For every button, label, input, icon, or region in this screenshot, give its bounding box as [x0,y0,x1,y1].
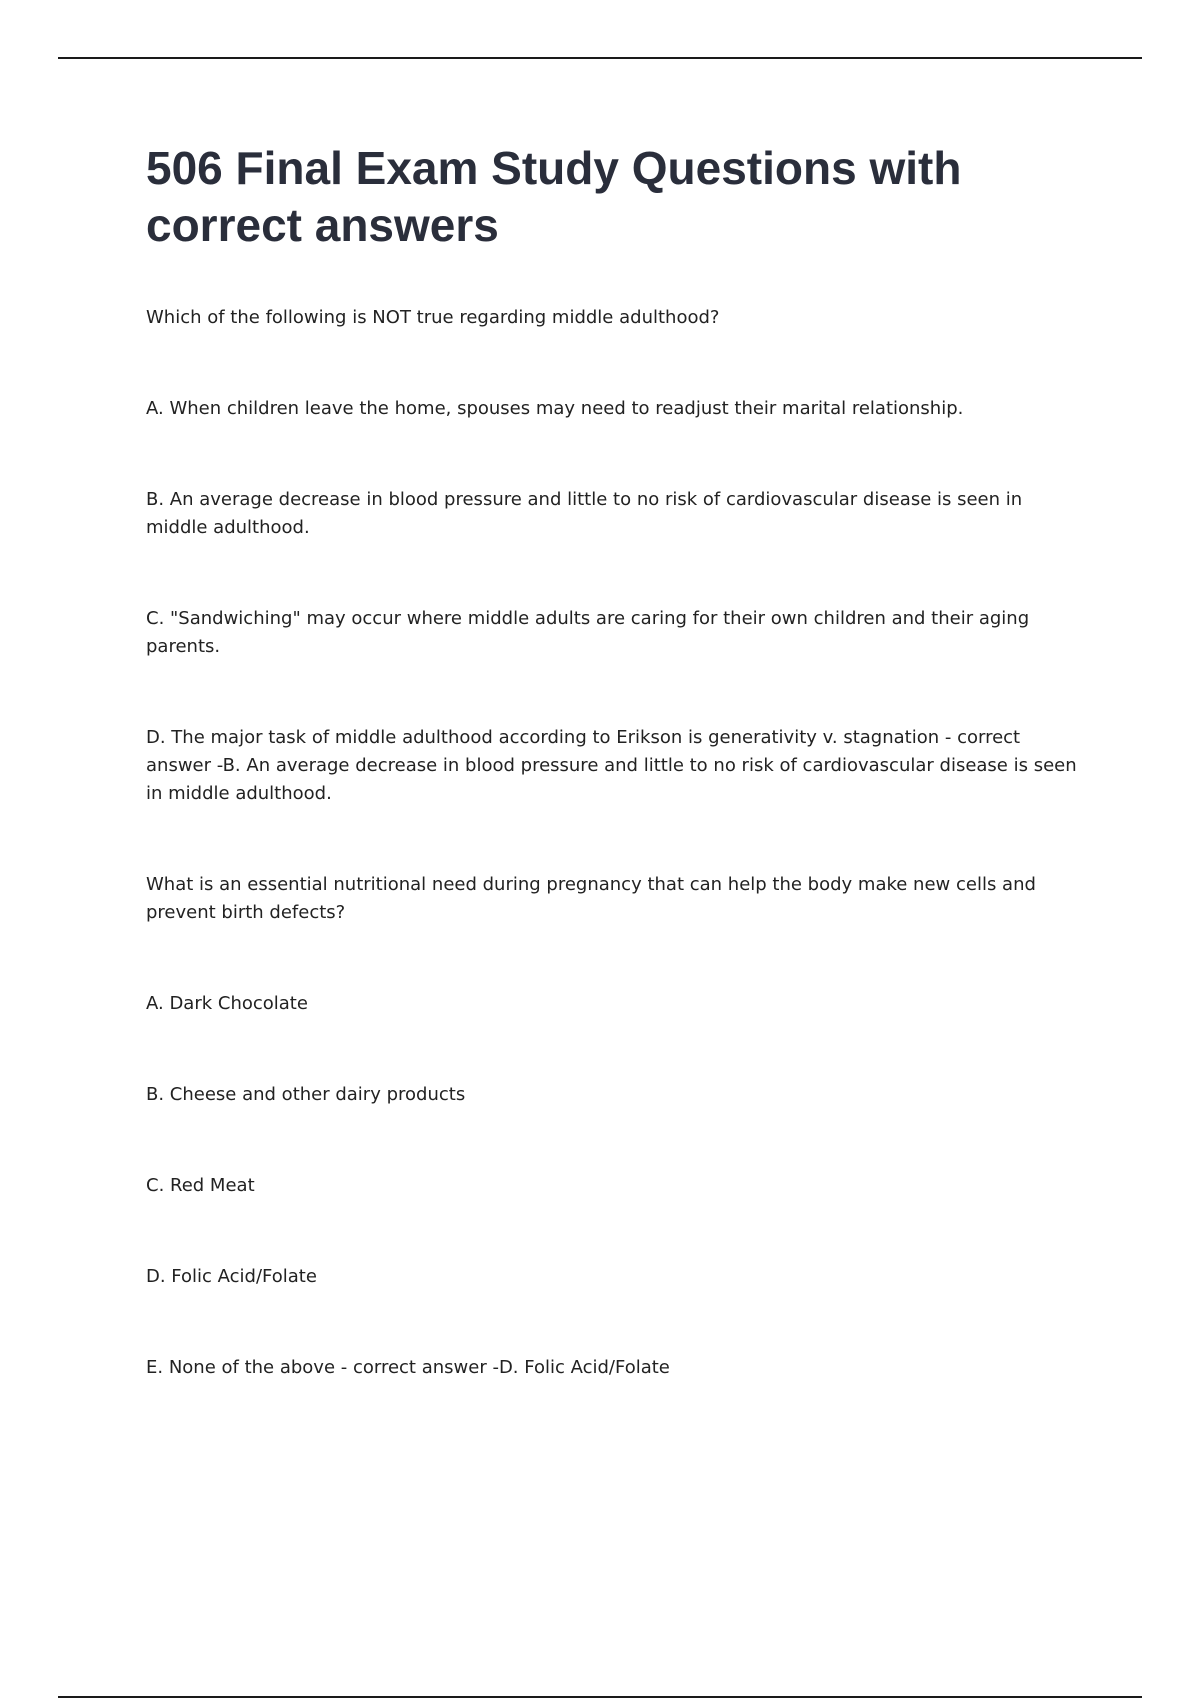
answer-option: B. Cheese and other dairy products [146,1084,466,1105]
question-stem: Which of the following is NOT true regarding middle adulthood? [146,307,720,328]
answer-option: D. Folic Acid/Folate [146,1266,317,1287]
answer-option: C. Red Meat [146,1175,255,1196]
bottom-rule [58,1696,1142,1698]
answer-option-with-correct-answer: E. None of the above - correct answer -D. Folic Acid/Folate [146,1357,670,1378]
question-2 [146,871,1086,1382]
answer-option: A. When children leave the home, spouses may need to readjust their marital relationship. [146,398,964,419]
answer-option-with-correct-answer: D. The major task of middle adulthood according to Erikson is generativity v. stagnation - correct answer -B. An average decrease in blood pressure and little to no risk of cardiovascular disease is seen in middle adulthood. [146,727,1077,804]
answer-option: C. "Sandwiching" may occur where middle adults are caring for their own children and their aging parents. [146,608,1030,657]
answer-option: B. An average decrease in blood pressure and little to no risk of cardiovascular disease is seen in middle adulthood. [146,489,1023,538]
question-stem: What is an essential nutritional need during pregnancy that can help the body make new cells and prevent birth defects? [146,874,1036,923]
question-1 [146,304,1086,808]
top-rule [58,57,1142,59]
document-body [146,140,1086,1382]
answer-option: A. Dark Chocolate [146,993,308,1014]
document-title: 506 Final Exam Study Questions with correct answers [146,142,962,251]
